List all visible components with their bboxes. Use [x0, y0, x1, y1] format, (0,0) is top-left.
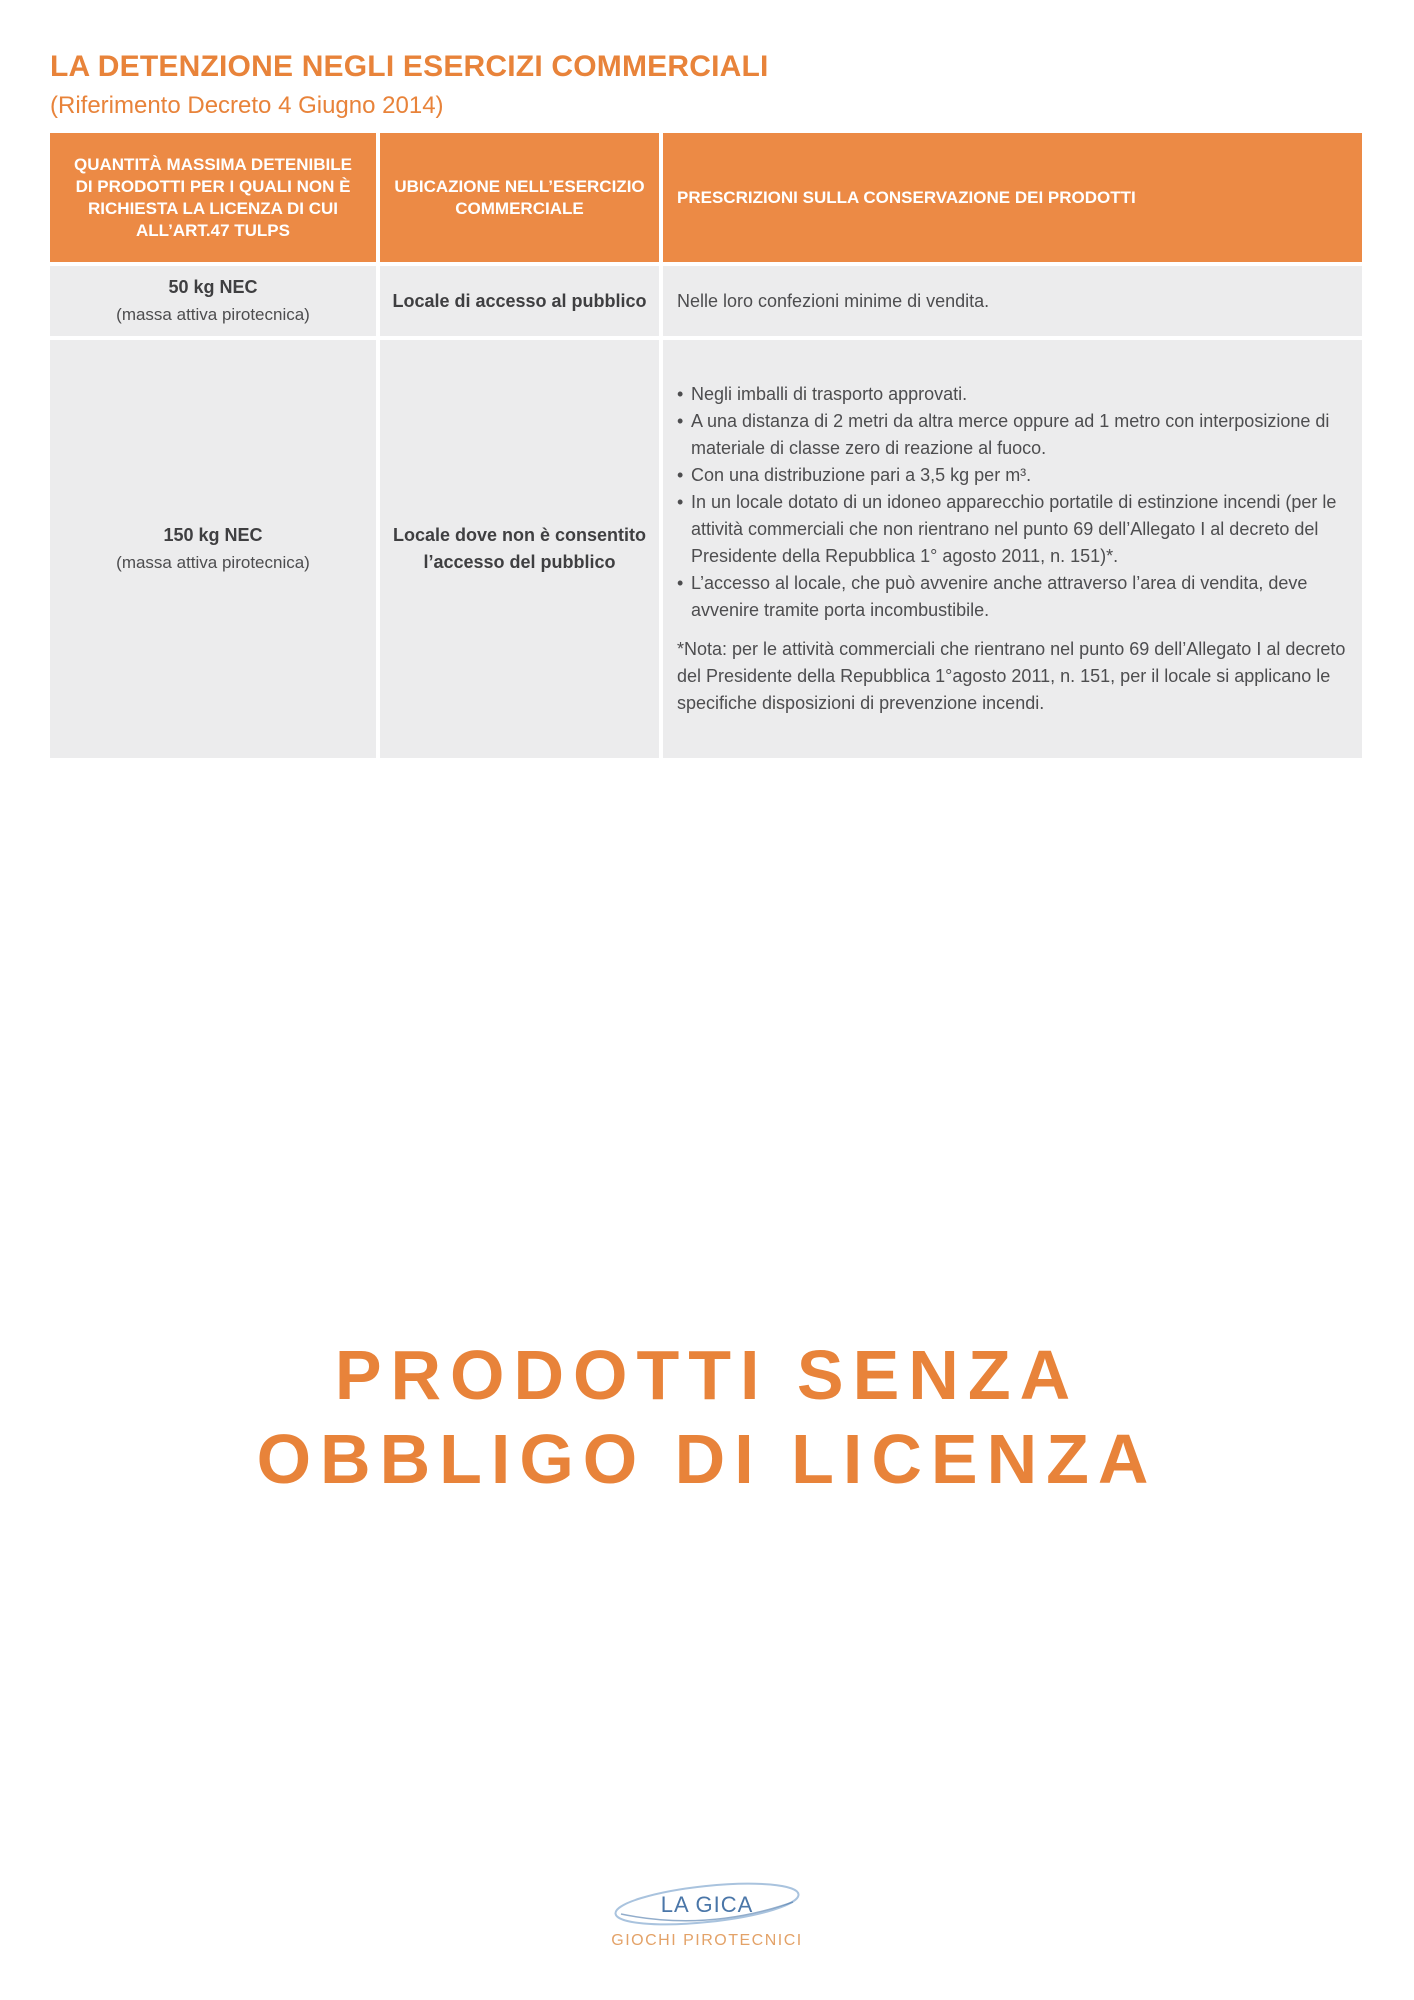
prescription-note: *Nota: per le attività commerciali che rientrano nel punto 69 dell’Allegato I al decreto del Presidente della Repubblica 1°agosto 2011, n. 151, per il locale si applicano le specifiche disposizioni di prevenzione incendi. — [677, 639, 1346, 713]
location-cell — [380, 266, 663, 340]
list-item: • Con una distribuzione pari a 3,5 kg per m³. — [677, 462, 1346, 489]
list-item: • A una distanza di 2 metri da altra merce oppure ad 1 metro con interposizione di materiale di classe zero di reazione al fuoco. — [677, 408, 1346, 462]
prescription-list — [677, 381, 1346, 624]
list-item: • In un locale dotato di un idoneo apparecchio portatile di estinzione incendi (per le attività commerciali che non rientrano nel punto 69 dell’Allegato I al decreto del Presidente della Repubblica 1° agosto 2011, n. 151)*. — [677, 489, 1346, 570]
table-row — [50, 340, 1362, 762]
prescription-cell — [663, 266, 1362, 340]
qty-cell — [50, 266, 380, 340]
qty-note: (massa attiva pirotecnica) — [116, 305, 310, 324]
list-item: • Negli imballi di trasporto approvati. — [677, 381, 1346, 408]
prescription-cell — [663, 340, 1362, 762]
logo-tagline: GIOCHI PIROTECNICI — [611, 1932, 803, 1949]
location-value: Locale dove non è consentito l’accesso del pubblico — [392, 525, 647, 572]
storage-rules-table — [50, 133, 1362, 762]
header-prescriptions: PRESCRIZIONI SULLA CONSERVAZIONE DEI PRODOTTI — [663, 133, 1362, 266]
page-heading-line1: PRODOTTI SENZA — [334, 1336, 1080, 1414]
header-max-quantity: QUANTITÀ MASSIMA DETENIBILE DI PRODOTTI PER I QUALI NON È RICHIESTA LA LICENZA DI CUI ALL’ART.47 TULPS — [50, 133, 380, 266]
section-subtitle: (Riferimento Decreto 4 Giugno 2014) — [50, 92, 444, 119]
header-location: UBICAZIONE NELL’ESERCIZIO COMMERCIALE — [380, 133, 663, 266]
table-row — [50, 266, 1362, 340]
prescription-text: Nelle loro confezioni minime di vendita. — [677, 290, 990, 311]
brand-logo — [557, 1880, 857, 1960]
section-title: LA DETENZIONE NEGLI ESERCIZI COMMERCIALI — [50, 50, 769, 83]
page-heading-line2: OBBLIGO DI LICENZA — [256, 1420, 1158, 1498]
table-header-row — [50, 133, 1362, 266]
list-item: • L’accesso al locale, che può avvenire anche attraverso l’area di vendita, deve avvenire tramite porta incombustibile. — [677, 570, 1346, 624]
location-value: Locale di accesso al pubblico — [392, 290, 647, 311]
qty-note: (massa attiva pirotecnica) — [116, 553, 310, 572]
location-cell — [380, 340, 663, 762]
logo-name: LA GICA — [660, 1892, 754, 1917]
qty-value: 150 kg NEC — [163, 525, 263, 545]
qty-value: 50 kg NEC — [168, 277, 258, 297]
qty-cell — [50, 340, 380, 762]
